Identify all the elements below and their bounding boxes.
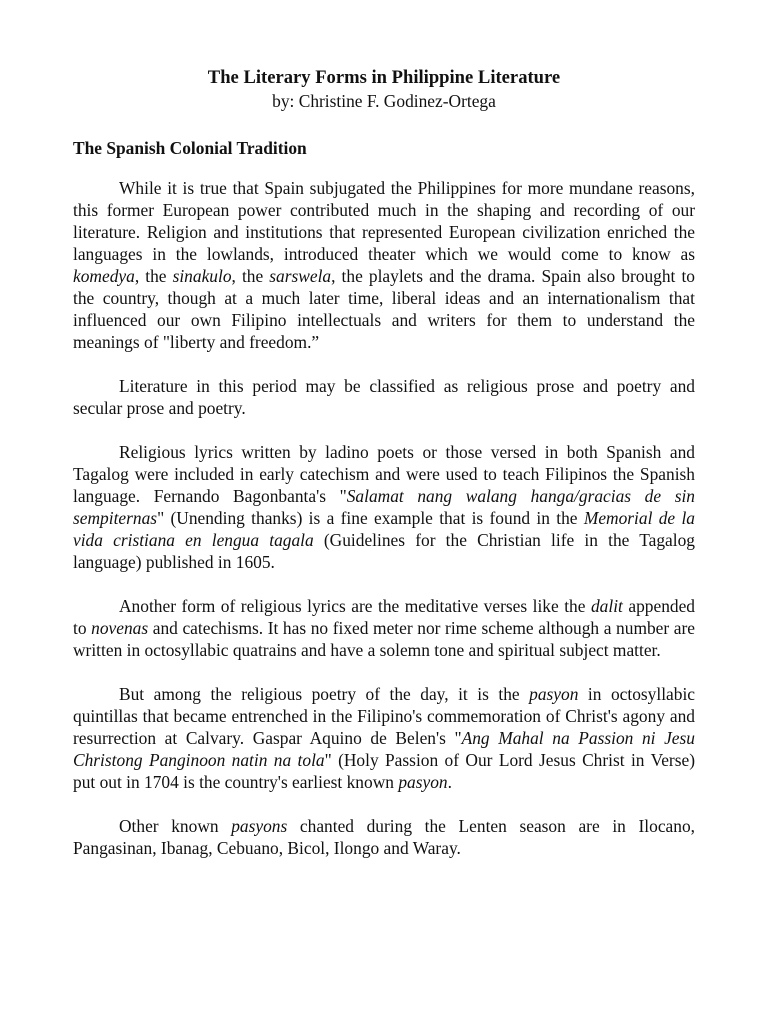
text-run: . [447, 772, 452, 792]
italic-term: Memorial de la vida cristiana en lengua tagala [73, 508, 695, 550]
paragraph-1 [73, 177, 695, 353]
italic-term: komedya [73, 266, 135, 286]
paragraph-2 [73, 375, 695, 419]
italic-term: pasyons [231, 816, 288, 836]
italic-term: Ang Mahal na Passion ni Jesu Christong Panginoon natin na tola [73, 728, 695, 770]
text-run: Another form of religious lyrics are the meditative verses like the [119, 596, 591, 616]
text-run: chanted during the Lenten season are in Ilocano, Pangasinan, Ibanag, Cebuano, Bicol, Ilongo and Waray. [73, 816, 695, 858]
text-run: But among the religious poetry of the day, it is the [119, 684, 530, 704]
italic-term: pasyon [529, 684, 579, 704]
text-run: " (Holy Passion of Our Lord Jesus Christ in Verse) put out in 1704 is the country's earliest known [73, 750, 695, 792]
text-run: , the [134, 266, 173, 286]
italic-term: sinakulo [172, 266, 232, 286]
text-run: While it is true that Spain subjugated the Philippines for more mundane reasons, this former European power contributed much in the shaping and recording of our literature. Religion and institutions that represented European civilization enriched the languages in the lowlands, introduced theater which we would come to know as [73, 178, 695, 264]
text-run: Religious lyrics written by ladino poets or those versed in both Spanish and Tagalog were included in early catechism and were used to teach Filipinos the Spanish language. Fernando Bagonbanta's " [73, 442, 695, 506]
text-run: appended to [73, 596, 695, 638]
text-run: and catechisms. It has no fixed meter nor rime scheme although a number are written in octosyllabic quatrains and have a solemn tone and spiritual subject matter. [73, 618, 696, 660]
paragraph-6 [73, 815, 695, 859]
section-heading: The Spanish Colonial Tradition [73, 138, 307, 158]
author-byline: by: Christine F. Godinez-Ortega [272, 91, 496, 111]
text-run: , the playlets and the drama. Spain also brought to the country, though at a much later time, liberal ideas and an internationalism that influenced our own Filipino intellectuals and writers for them to understand the meanings of "liberty and freedom.” [73, 266, 695, 352]
italic-term: sarswela [269, 266, 332, 286]
text-run: (Guidelines for the Christian life in the Tagalog language) published in 1605. [73, 530, 695, 572]
italic-term: novenas [91, 618, 149, 638]
paragraph-4 [73, 595, 695, 661]
text-run: in octosyllabic quintillas that became entrenched in the Filipino's commemoration of Christ's agony and resurrection at Calvary. Gaspar Aquino de Belen's " [73, 684, 695, 748]
italic-term: dalit [590, 596, 623, 616]
text-run: Other known [119, 816, 232, 836]
paragraph-5 [73, 683, 695, 793]
italic-term: Salamat nang walang hanga/gracias de sin sempiternas [73, 486, 695, 528]
text-run: " (Unending thanks) is a fine example that is found in the [157, 508, 584, 528]
text-run: Literature in this period may be classified as religious prose and poetry and secular prose and poetry. [73, 376, 695, 418]
paragraph-3 [73, 441, 695, 573]
text-run: , the [231, 266, 270, 286]
italic-term: pasyon [398, 772, 448, 792]
document-title: The Literary Forms in Philippine Literature [207, 67, 561, 88]
